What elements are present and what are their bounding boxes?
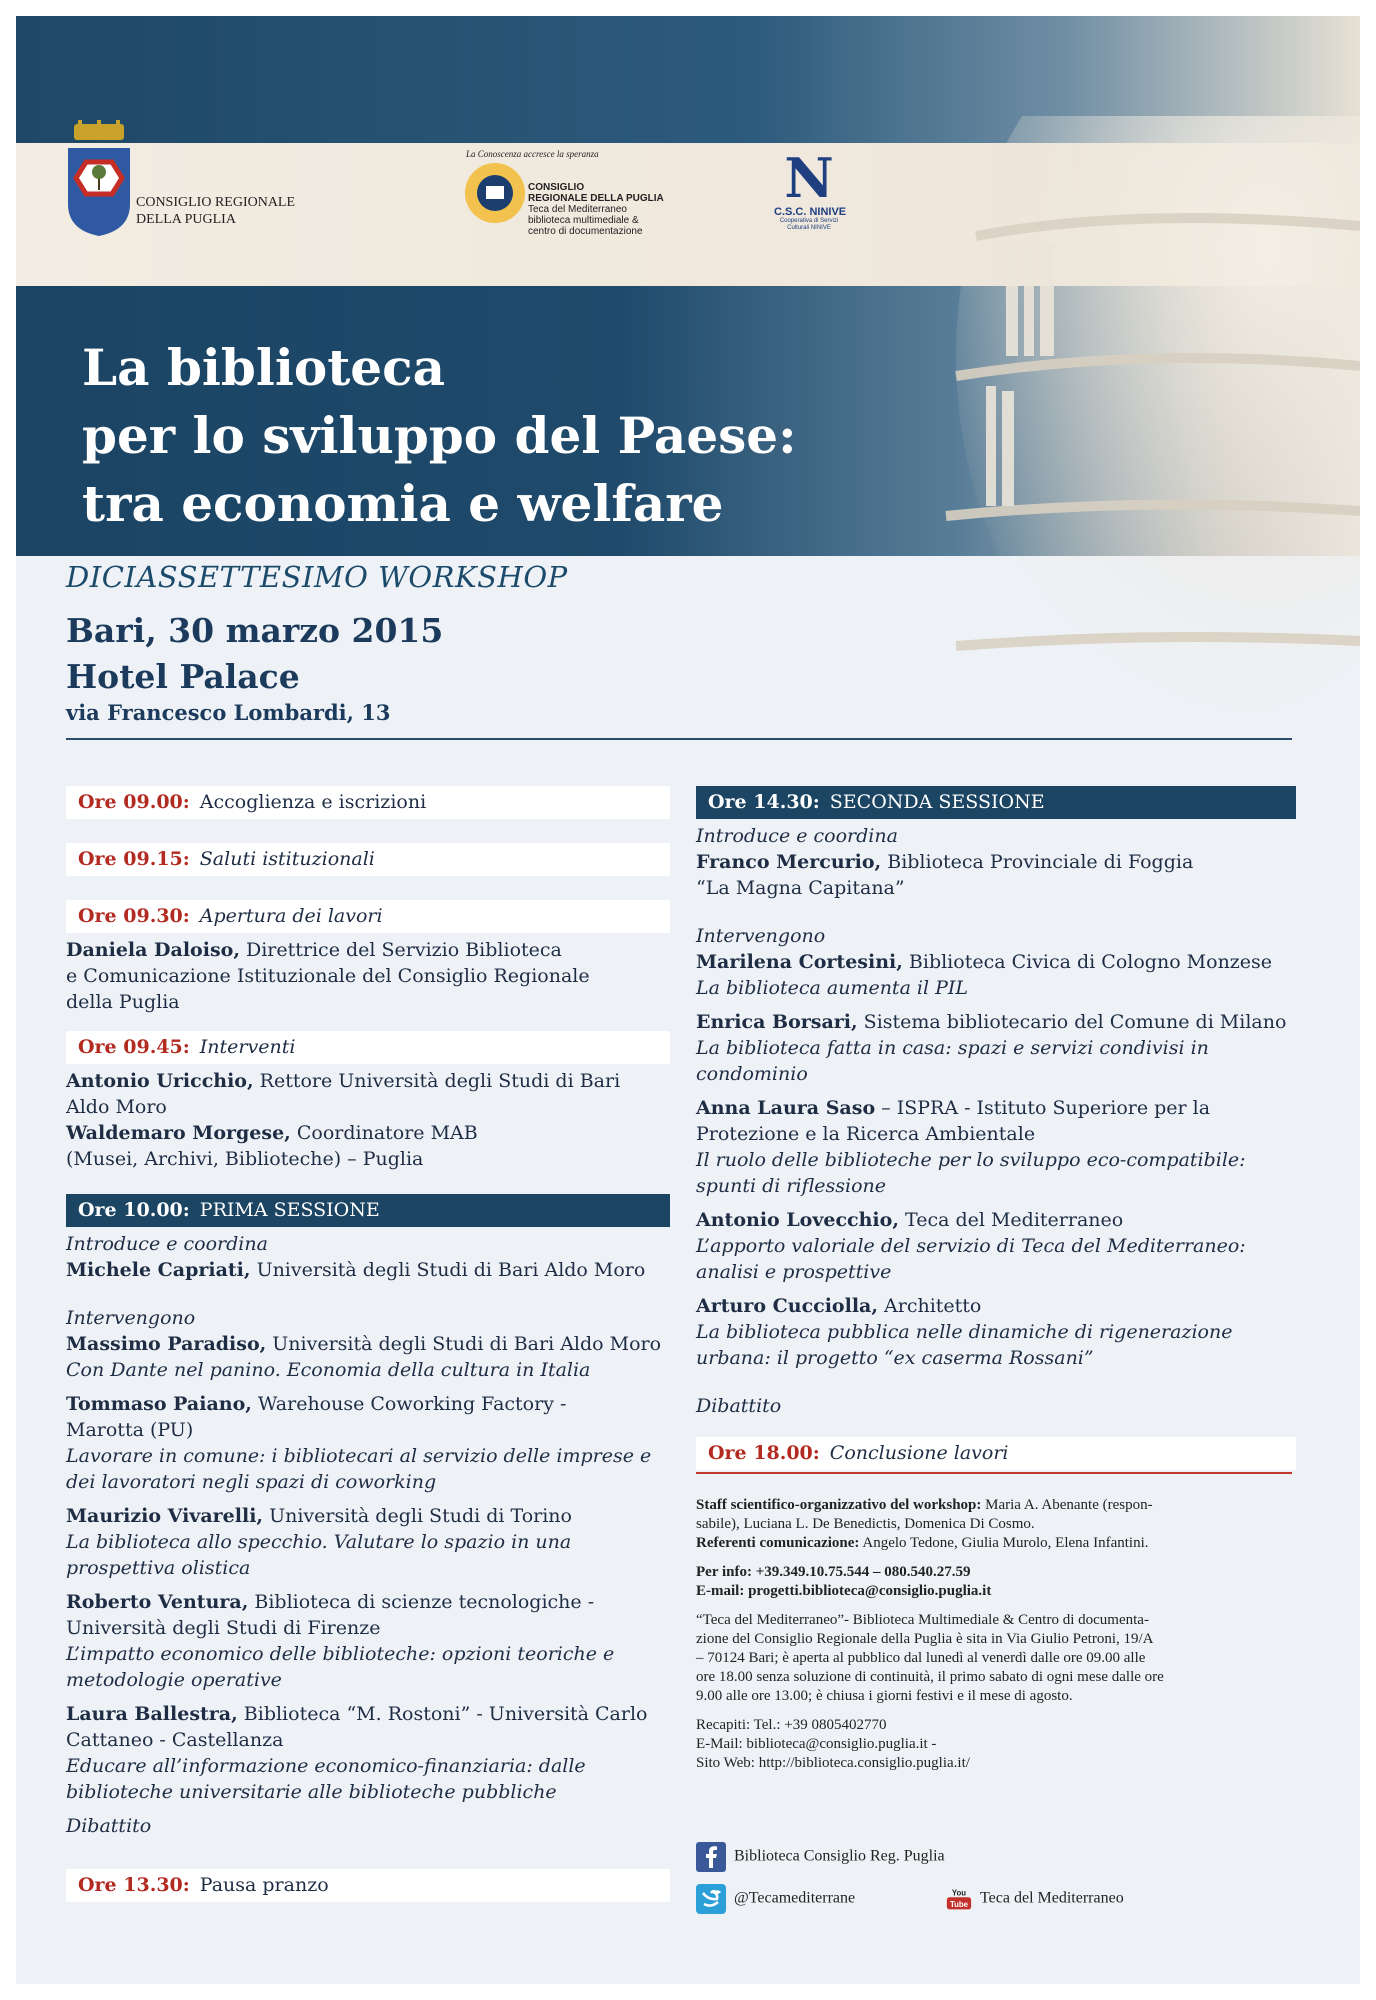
ninive-logo-letter: N xyxy=(784,146,834,210)
talk-title-2: prospettiva olistica xyxy=(66,1557,251,1579)
speaker-name: Tommaso Paiano, xyxy=(66,1393,252,1415)
slot-time: Ore 13.30: xyxy=(78,1874,190,1896)
slot-label: Apertura dei lavori xyxy=(199,905,383,927)
talk-title: La biblioteca aumenta il PIL xyxy=(696,977,969,999)
speaker-uricchio xyxy=(66,1068,670,1120)
speaker-vivarelli xyxy=(66,1503,670,1581)
speaker-affiliation-2: Marotta (PU) xyxy=(66,1419,194,1441)
talk-title: L’apporto valoriale del servizio di Teca del Mediterraneo: xyxy=(696,1235,1246,1257)
speaker-paradiso xyxy=(66,1331,670,1383)
info-block xyxy=(696,1496,1296,1773)
speaker-name: Marilena Cortesini, xyxy=(696,951,903,973)
talk-title: La biblioteca allo specchio. Valutare lo spazio in una xyxy=(66,1531,572,1553)
speaker-paiano xyxy=(66,1391,670,1495)
twitter-link[interactable] xyxy=(696,1884,855,1914)
left-logo-text xyxy=(136,194,295,228)
slot-0930 xyxy=(66,900,670,933)
event-title xyxy=(82,334,797,538)
speaker-affiliation: Coordinatore MAB xyxy=(296,1122,478,1144)
slot-label: SECONDA SESSIONE xyxy=(829,791,1045,813)
desc-line: “Teca del Mediterraneo”- Biblioteca Multimediale & Centro di documenta- xyxy=(696,1612,1149,1628)
staff-label: Staff scientifico-organizzativo del workshop: xyxy=(696,1497,982,1513)
desc-line: 9.00 alle ore 13.00; è chiusa i giorni festivi e il mese di agosto. xyxy=(696,1688,1073,1704)
center-logo-line5: centro di documentazione xyxy=(528,226,643,237)
speaker-affiliation-2: “La Magna Capitana” xyxy=(696,877,905,899)
speaker-lovecchio xyxy=(696,1207,1296,1285)
bookshelf-decoration xyxy=(916,116,1360,776)
intro-label: Introduce e coordina xyxy=(696,825,898,847)
speaker-affiliation: Università degli Studi di Bari Aldo Moro xyxy=(256,1259,646,1281)
youtube-label: Teca del Mediterraneo xyxy=(980,1889,1124,1907)
slot-time: Ore 09.00: xyxy=(78,791,190,813)
talk-title-2: condominio xyxy=(696,1063,808,1085)
talk-title-2: spunti di riflessione xyxy=(696,1175,886,1197)
slot-1330 xyxy=(66,1869,670,1902)
slot-1000-prima-sessione xyxy=(66,1194,670,1227)
slot-0900 xyxy=(66,786,670,819)
speakers-label: Intervengono xyxy=(696,925,826,947)
desc-line: – 70124 Bari; è aperta al pubblico dal lunedì al venerdì dalle ore 09.00 alle xyxy=(696,1650,1146,1666)
library-description xyxy=(696,1611,1296,1706)
talk-title: Il ruolo delle biblioteche per lo sviluppo eco-compatibile: xyxy=(696,1149,1246,1171)
slot-time: Ore 18.00: xyxy=(708,1442,820,1464)
press-text: Angelo Tedone, Giulia Murolo, Elena Infantini. xyxy=(862,1535,1149,1551)
teca-mediterraneo-logo xyxy=(464,162,526,224)
staff-text: Maria A. Abenante (respon- xyxy=(985,1497,1153,1513)
contact-email[interactable]: E-Mail: biblioteca@consiglio.puglia.it - xyxy=(696,1736,937,1752)
slot-1800 xyxy=(696,1437,1296,1470)
speaker-name: Antonio Lovecchio, xyxy=(696,1209,899,1231)
slot-label: Interventi xyxy=(199,1036,296,1058)
speaker-affiliation: Direttrice del Servizio Biblioteca xyxy=(245,939,562,961)
talk-title: La biblioteca fatta in casa: spazi e servizi condivisi in xyxy=(696,1037,1209,1059)
center-logo-line2: REGIONALE DELLA PUGLIA xyxy=(528,193,664,204)
center-logo-text xyxy=(528,182,664,237)
speaker-affiliation: Teca del Mediterraneo xyxy=(905,1209,1124,1231)
phone-info: Per info: +39.349.10.75.544 – 080.540.27.59 xyxy=(696,1564,971,1580)
event-venue: Hotel Palace xyxy=(66,657,300,696)
speaker-name: Waldemaro Morgese, xyxy=(66,1122,291,1144)
contact-phone: Recapiti: Tel.: +39 0805402770 xyxy=(696,1717,887,1733)
ninive-logo xyxy=(774,146,847,232)
talk-title: La biblioteca pubblica nelle dinamiche di rigenerazione xyxy=(696,1321,1233,1343)
slot-label: PRIMA SESSIONE xyxy=(199,1199,380,1221)
center-logo-arc: La Conoscenza accresce la speranza xyxy=(466,149,599,159)
slot-label: Pausa pranzo xyxy=(199,1874,329,1896)
event-date-venue xyxy=(66,608,443,700)
speaker-affiliation-2: (Musei, Archivi, Biblioteche) – Puglia xyxy=(66,1148,424,1170)
youtube-icon-top: You xyxy=(951,1888,967,1898)
speaker-ventura xyxy=(66,1589,670,1693)
facebook-icon xyxy=(696,1842,726,1872)
talk-title: Con Dante nel panino. Economia della cultura in Italia xyxy=(66,1359,591,1381)
intro-label: Introduce e coordina xyxy=(66,1233,268,1255)
left-logo-line2: DELLA PUGLIA xyxy=(136,212,236,227)
slot-label: Saluti istituzionali xyxy=(199,848,375,870)
facebook-link[interactable] xyxy=(696,1842,945,1872)
slot-time: Ore 09.30: xyxy=(78,905,190,927)
talk-title: Lavorare in comune: i bibliotecari al servizio delle imprese e xyxy=(66,1445,652,1467)
left-logo-line1: CONSIGLIO REGIONALE xyxy=(136,195,296,210)
speaker-name: Daniela Daloiso, xyxy=(66,939,240,961)
slot-label: Conclusione lavori xyxy=(829,1442,1009,1464)
speaker-affiliation: Rettore Università degli Studi di Bari xyxy=(259,1070,621,1092)
slot-time: Ore 14.30: xyxy=(708,791,820,813)
speaker-cortesini xyxy=(696,949,1296,1001)
speaker-affiliation: Biblioteca Provinciale di Foggia xyxy=(887,851,1194,873)
speaker-affiliation-2: Protezione e la Ricerca Ambientale xyxy=(696,1123,1036,1145)
talk-title-2: analisi e prospettive xyxy=(696,1261,892,1283)
talk-title-2: urbana: il progetto “ex caserma Rossani” xyxy=(696,1347,1094,1369)
moderator-capriati xyxy=(66,1257,670,1283)
afternoon-program xyxy=(696,786,1296,1474)
debate-label: Dibattito xyxy=(696,1395,782,1417)
title-line3: tra economia e welfare xyxy=(82,474,724,533)
speaker-affiliation: – ISPRA - Istituto Superiore per la xyxy=(881,1097,1211,1119)
morning-program xyxy=(66,786,670,1906)
speaker-affiliation-2: e Comunicazione Istituzionale del Consiglio Regionale xyxy=(66,965,590,987)
speaker-morgese xyxy=(66,1120,670,1172)
desc-line: ore 18.00 senza soluzione di continuità, il primo sabato di ogni mese dalle ore xyxy=(696,1669,1164,1685)
speaker-name: Massimo Paradiso, xyxy=(66,1333,267,1355)
twitter-icon xyxy=(696,1884,726,1914)
contact-website[interactable]: Sito Web: http://biblioteca.consiglio.puglia.it/ xyxy=(696,1755,970,1771)
talk-title-2: dei lavoratori negli spazi di coworking xyxy=(66,1471,437,1493)
speaker-affiliation: Università degli Studi di Torino xyxy=(269,1505,572,1527)
speaker-affiliation-2: Aldo Moro xyxy=(66,1096,167,1118)
slot-0915 xyxy=(66,843,670,876)
title-line2: per lo sviluppo del Paese: xyxy=(82,406,797,465)
speaker-name: Anna Laura Saso xyxy=(696,1097,876,1119)
press-label: Referenti comunicazione: xyxy=(696,1535,860,1551)
speaker-affiliation-2: Università degli Studi di Firenze xyxy=(66,1617,381,1639)
info-divider xyxy=(696,1472,1292,1474)
talk-title: Educare all’informazione economico-finanziaria: dalle xyxy=(66,1755,586,1777)
speaker-affiliation: Architetto xyxy=(884,1295,982,1317)
staff-info xyxy=(696,1496,1296,1534)
youtube-link[interactable] xyxy=(946,1884,1124,1914)
speaker-affiliation: Università degli Studi di Bari Aldo Moro xyxy=(272,1333,662,1355)
speakers-label: Intervengono xyxy=(66,1307,196,1329)
speaker-affiliation: Biblioteca “M. Rostoni” - Università Carlo xyxy=(243,1703,648,1725)
youtube-icon-bottom: Tube xyxy=(949,1899,969,1909)
ninive-logo-line2: Cooperativa di Servizi xyxy=(779,218,839,224)
speaker-daloiso xyxy=(66,937,670,1015)
speaker-name: Arturo Cucciolla, xyxy=(696,1295,878,1317)
event-date: Bari, 30 marzo 2015 xyxy=(66,611,444,650)
slot-0945 xyxy=(66,1031,670,1064)
speaker-name: Laura Ballestra, xyxy=(66,1703,238,1725)
talk-title: L’impatto economico delle biblioteche: opzioni teoriche e xyxy=(66,1643,615,1665)
speaker-saso xyxy=(696,1095,1296,1199)
speaker-affiliation: Sistema bibliotecario del Comune di Milano xyxy=(863,1011,1287,1033)
speaker-name: Antonio Uricchio, xyxy=(66,1070,254,1092)
slot-time: Ore 09.45: xyxy=(78,1036,190,1058)
facebook-label: Biblioteca Consiglio Reg. Puglia xyxy=(734,1847,945,1865)
speaker-affiliation: Biblioteca Civica di Cologno Monzese xyxy=(908,951,1273,973)
speaker-ballestra xyxy=(66,1701,670,1805)
speaker-borsari xyxy=(696,1009,1296,1087)
puglia-coat-of-arms-logo xyxy=(64,120,134,238)
center-logo-line3: Teca del Mediterraneo xyxy=(528,204,627,215)
speaker-name: Maurizio Vivarelli, xyxy=(66,1505,264,1527)
divider xyxy=(66,738,1292,740)
title-line1: La biblioteca xyxy=(82,338,445,397)
ninive-logo-name: C.S.C. NINIVE xyxy=(774,206,847,218)
press-info xyxy=(696,1534,1296,1553)
twitter-label: @Tecamediterrane xyxy=(734,1889,856,1907)
speaker-name: Michele Capriati, xyxy=(66,1259,251,1281)
center-logo-line4: biblioteca multimediale & xyxy=(528,215,639,226)
youtube-icon xyxy=(946,1884,972,1914)
speaker-affiliation-3: della Puglia xyxy=(66,991,180,1013)
workshop-subtitle: DICIASSETTESIMO WORKSHOP xyxy=(66,560,568,594)
speaker-affiliation: Warehouse Coworking Factory - xyxy=(257,1393,567,1415)
speaker-name: Franco Mercurio, xyxy=(696,851,882,873)
center-logo-line1: CONSIGLIO xyxy=(528,182,585,193)
slot-1430-seconda-sessione xyxy=(696,786,1296,819)
slot-time: Ore 09.15: xyxy=(78,848,190,870)
speaker-affiliation-2: Cattaneo - Castellanza xyxy=(66,1729,284,1751)
staff-text-2: sabile), Luciana L. De Benedictis, Domenica Di Cosmo. xyxy=(696,1516,1035,1532)
talk-title-2: metodologie operative xyxy=(66,1669,282,1691)
slot-time: Ore 10.00: xyxy=(78,1199,190,1221)
ninive-logo-line3: Culturali NINIVE xyxy=(787,225,831,231)
speaker-affiliation: Biblioteca di scienze tecnologiche - xyxy=(254,1591,595,1613)
speaker-cucciolla xyxy=(696,1293,1296,1371)
debate-label: Dibattito xyxy=(66,1815,152,1837)
speaker-name: Enrica Borsari, xyxy=(696,1011,858,1033)
slot-label: Accoglienza e iscrizioni xyxy=(199,791,427,813)
talk-title-2: biblioteche universitarie alle biblioteche pubbliche xyxy=(66,1781,557,1803)
email-info[interactable]: E-mail: progetti.biblioteca@consiglio.puglia.it xyxy=(696,1583,992,1599)
speaker-name: Roberto Ventura, xyxy=(66,1591,249,1613)
moderator-mercurio xyxy=(696,849,1296,901)
desc-line: zione del Consiglio Regionale della Puglia è sita in Via Giulio Petroni, 19/A xyxy=(696,1631,1154,1647)
event-address: via Francesco Lombardi, 13 xyxy=(66,700,391,725)
